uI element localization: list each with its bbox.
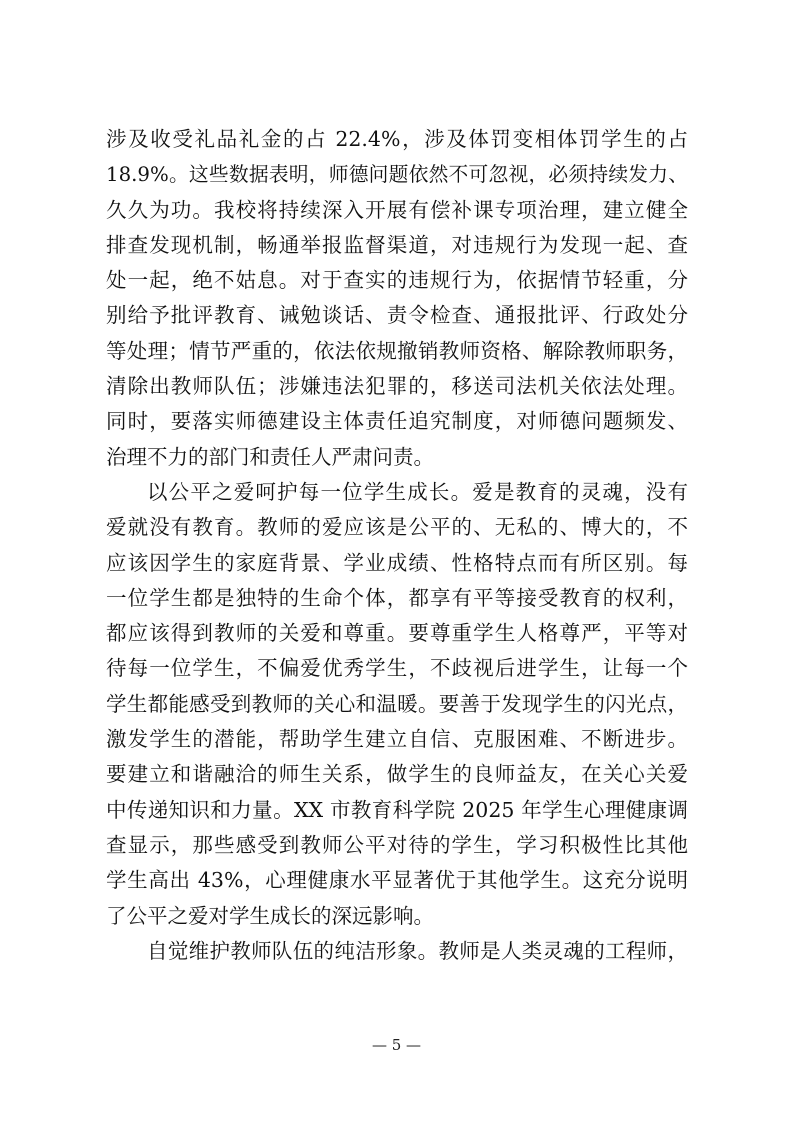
text-line: 学生高出 43%，心理健康水平显著优于其他学生。这充分说明 — [106, 868, 688, 893]
text-line: 查显示，那些感受到教师公平对待的学生，学习积极性比其他 — [106, 832, 688, 857]
text-line: 学生都能感受到教师的关心和温暖。要善于发现学生的闪光点， — [106, 691, 688, 716]
text-line: 久久为功。我校将持续深入开展有偿补课专项治理，建立健全 — [106, 197, 688, 222]
body-text — [106, 122, 688, 969]
text-line: 要建立和谐融洽的师生关系，做学生的良师益友，在关心关爱 — [106, 762, 688, 787]
text-line: 治理不力的部门和责任人严肃问责。 — [106, 444, 434, 469]
text-line: 等处理；情节严重的，依法依规撤销教师资格、解除教师职务， — [106, 338, 688, 363]
text-line: 待每一位学生，不偏爱优秀学生，不歧视后进学生，让每一个 — [106, 656, 688, 681]
text-line: 别给予批评教育、诫勉谈话、责令检查、通报批评、行政处分 — [106, 303, 688, 328]
paragraph-first-line: 以公平之爱呵护每一位学生成长。爱是教育的灵魂，没有 — [147, 479, 688, 504]
text-line: 一位学生都是独特的生命个体，都享有平等接受教育的权利， — [106, 585, 688, 610]
text-line: 都应该得到教师的关爱和尊重。要尊重学生人格尊严，平等对 — [106, 621, 688, 646]
page-number: — 5 — — [371, 1036, 422, 1054]
text-line: 同时，要落实师德建设主体责任追究制度，对师德问题频发、 — [106, 409, 688, 434]
text-line: 处一起，绝不姑息。对于查实的违规行为，依据情节轻重，分 — [106, 268, 688, 293]
text-line: 清除出教师队伍；涉嫌违法犯罪的，移送司法机关依法处理。 — [106, 374, 688, 399]
text-line: 应该因学生的家庭背景、学业成绩、性格特点而有所区别。每 — [106, 550, 688, 575]
text-line: 中传递知识和力量。XX 市教育科学院 2025 年学生心理健康调 — [106, 797, 688, 822]
text-line: 排查发现机制，畅通举报监督渠道，对违规行为发现一起、查 — [106, 232, 688, 257]
text-line: 了公平之爱对学生成长的深远影响。 — [106, 903, 434, 928]
text-line: 激发学生的潜能，帮助学生建立自信、克服困难、不断进步。 — [106, 727, 688, 752]
paragraph-first-line: 自觉维护教师队伍的纯洁形象。教师是人类灵魂的工程师， — [147, 938, 688, 963]
text-line: 爱就没有教育。教师的爱应该是公平的、无私的、博大的，不 — [106, 515, 688, 540]
text-line: 涉及收受礼品礼金的占 22.4%，涉及体罚变相体罚学生的占 — [106, 127, 688, 151]
text-line: 18.9%。这些数据表明，师德问题依然不可忽视，必须持续发力、 — [106, 163, 688, 187]
